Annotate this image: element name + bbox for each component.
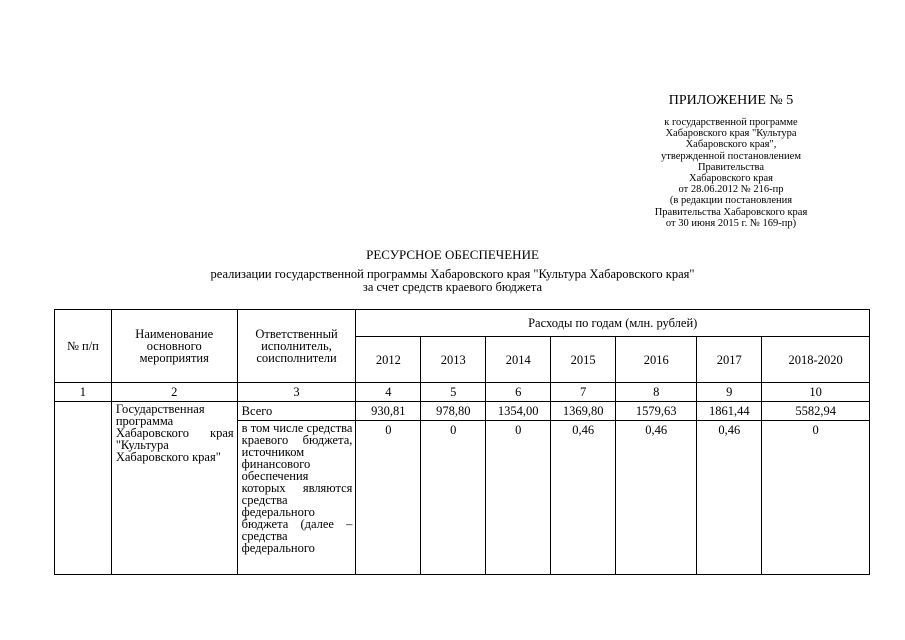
table-row (55, 402, 870, 421)
approval-line: (в редакции постановления (669, 195, 793, 207)
year-header: 2016 (616, 337, 697, 383)
approval-line: Хабаровского края "Культура (665, 128, 797, 140)
approval-line: утвержденной постановлением (661, 150, 801, 162)
year-header: 2014 (486, 337, 551, 383)
column-number: 10 (762, 383, 870, 402)
year-header: 2018-2020 (762, 337, 870, 383)
document-subtitle (0, 268, 905, 293)
approval-line: от 30 июня 2015 г. № 169-пр) (665, 217, 797, 229)
subtitle-line-1: реализации государственной программы Хабаровского края "Культура Хабаровского края" (210, 267, 695, 281)
header-cell-executor: Ответственный исполнитель, соисполнители (237, 310, 356, 383)
column-number-row (55, 383, 870, 402)
year-header: 2013 (421, 337, 486, 383)
value-cell: 0,46 (697, 421, 762, 575)
value-cell: 1369,80 (551, 402, 616, 421)
header-cell-number: № п/п (55, 310, 112, 383)
header-cell-name: Наименование основного мероприятия (111, 310, 237, 383)
value-cell: 1579,63 (616, 402, 697, 421)
subtitle-line-2: за счет средств краевого бюджета (362, 279, 543, 294)
column-number: 2 (111, 383, 237, 402)
approval-line: от 28.06.2012 № 216-пр (678, 184, 784, 196)
approval-block (620, 117, 842, 229)
executor-cell: Всего (237, 402, 356, 421)
approval-line: к государственной программе (664, 117, 798, 128)
value-cell: 0,46 (616, 421, 697, 575)
approval-line: Правительства Хабаровского края (654, 206, 808, 218)
column-number: 6 (486, 383, 551, 402)
header-cell-expenses: Расходы по годам (млн. рублей) (356, 310, 870, 337)
year-header: 2012 (356, 337, 421, 383)
year-header: 2015 (551, 337, 616, 383)
program-name-cell: Государственная программа Хабаровского края "Культура Хабаровского края" (111, 402, 237, 575)
appendix-title: ПРИЛОЖЕНИЕ № 5 (668, 93, 794, 108)
value-cell: 1354,00 (486, 402, 551, 421)
approval-line: Правительства (697, 161, 765, 173)
value-cell: 5582,94 (762, 402, 870, 421)
value-cell: 0,46 (551, 421, 616, 575)
value-cell: 0 (486, 421, 551, 575)
value-cell: 978,80 (421, 402, 486, 421)
value-cell: 0 (421, 421, 486, 575)
column-number: 5 (421, 383, 486, 402)
value-cell: 1861,44 (697, 402, 762, 421)
approval-line: Хабаровского края (689, 173, 773, 185)
column-number: 9 (697, 383, 762, 402)
column-number: 7 (551, 383, 616, 402)
value-cell: 0 (762, 421, 870, 575)
document-title: РЕСУРСНОЕ ОБЕСПЕЧЕНИЕ (366, 247, 539, 262)
resource-table (54, 309, 870, 575)
value-cell: 0 (356, 421, 421, 575)
column-number: 8 (616, 383, 697, 402)
column-number: 3 (237, 383, 356, 402)
executor-cell: в том числе средства краевого бюджета, источником финансового обеспечения которых являются средства федерального бюджета (далее – средства федерального (237, 421, 356, 575)
row-number-cell (55, 402, 112, 575)
column-number: 4 (356, 383, 421, 402)
approval-line: Хабаровского края", (685, 139, 777, 151)
year-header: 2017 (697, 337, 762, 383)
column-number: 1 (55, 383, 112, 402)
value-cell: 930,81 (356, 402, 421, 421)
